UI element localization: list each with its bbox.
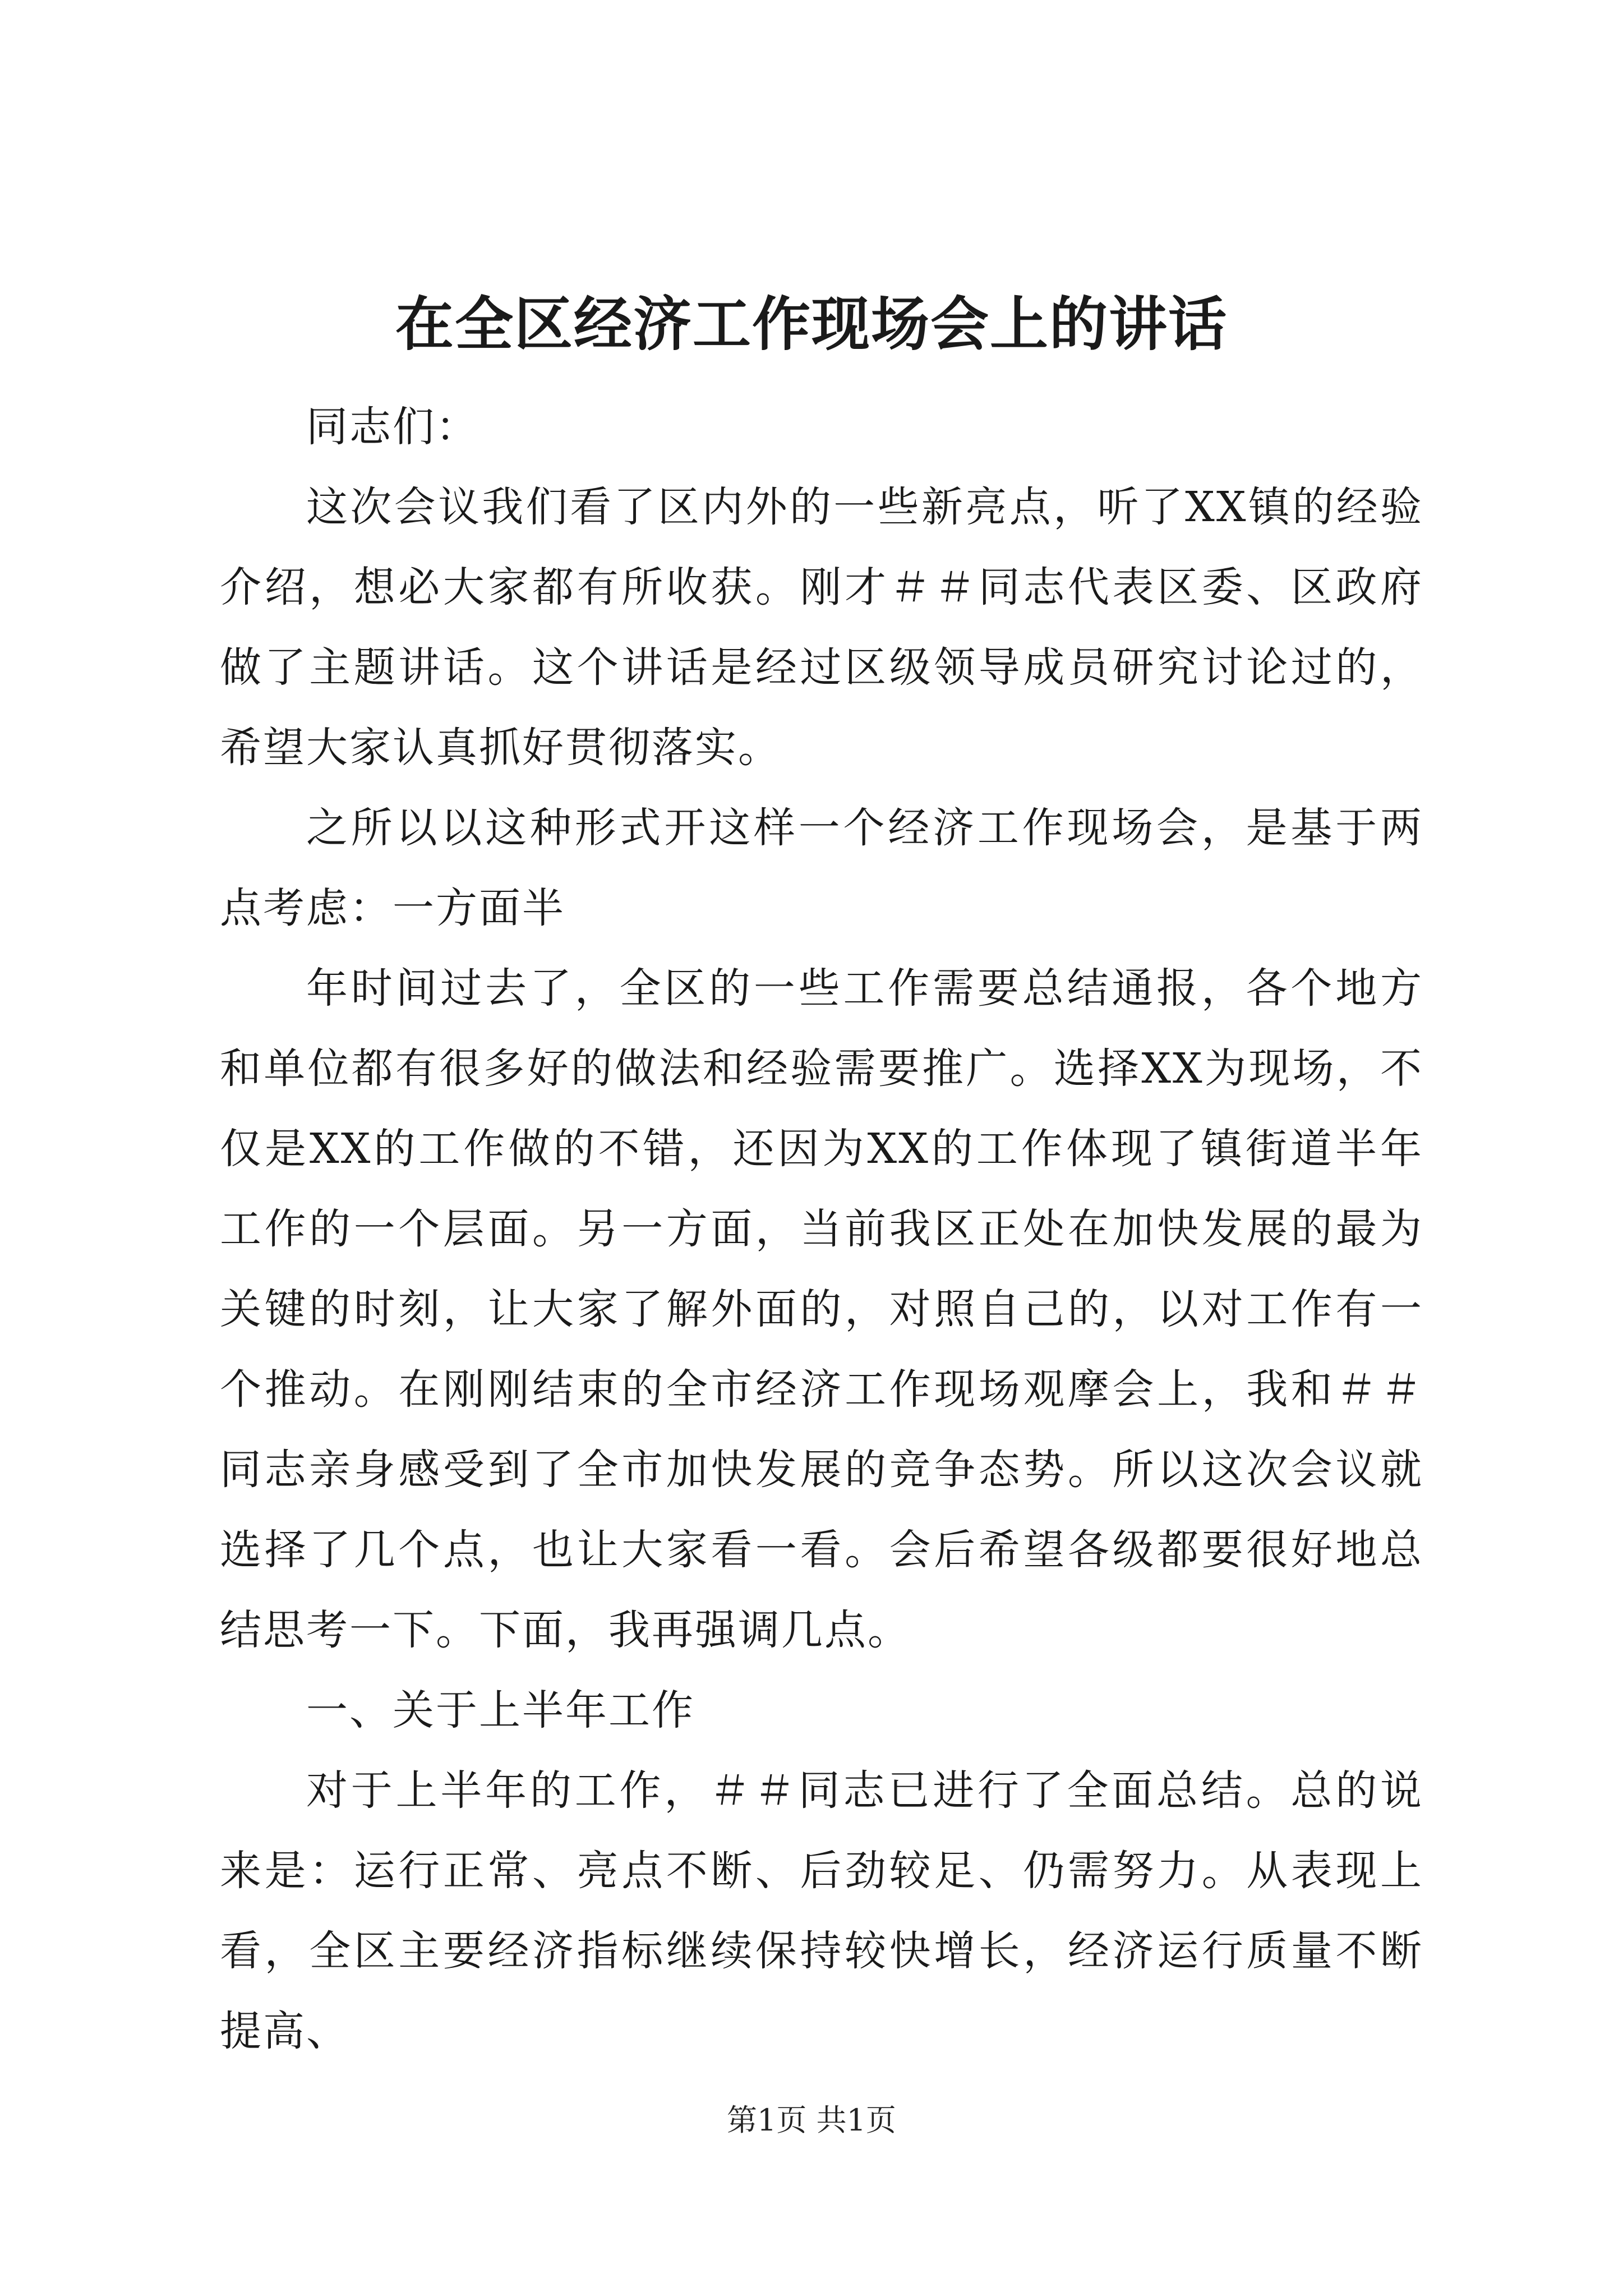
body-paragraph: 年时间过去了，全区的一些工作需要总结通报，各个地方和单位都有很多好的做法和经验需要推广。选择XX为现场，不仅是XX的工作做的不错，还因为XX的工作体现了镇街道半年工作的一个层面。另一方面，当前我区正处在加快发展的最为关键的时刻，让大家了解外面的，对照自己的，以对工作有一个推动。在刚刚结束的全市经济工作现场观摩会上，我和＃＃同志亲身感受到了全市加快发展的竞争态势。所以这次会议就选择了几个点，也让大家看一看。会后希望各级都要很好地总结思考一下。下面，我再强调几点。 bbox=[220, 964, 1423, 1654]
salutation: 同志们： bbox=[306, 403, 479, 451]
page-footer: 第1页 共1页 bbox=[727, 2102, 896, 2138]
document-title: 在全区经济工作现场会上的讲话 bbox=[395, 289, 1228, 358]
body-paragraph: 这次会议我们看了区内外的一些新亮点，听了XX镇的经验介绍，想必大家都有所收获。刚才＃＃同志代表区委、区政府做了主题讲话。这个讲话是经过区级领导成员研究讨论过的，希望大家认真抓好贯彻落实。 bbox=[220, 483, 1423, 772]
section-heading: 一、关于上半年工作 bbox=[306, 1686, 695, 1734]
body-paragraph: 之所以以这种形式开这样一个经济工作现场会，是基于两点考虑：一方面半 bbox=[220, 804, 1423, 932]
body-paragraph: 对于上半年的工作，＃＃同志已进行了全面总结。总的说来是：运行正常、亮点不断、后劲较足、仍需努力。从表现上看，全区主要经济指标继续保持较快增长，经济运行质量不断提高、 bbox=[220, 1766, 1423, 2055]
document-body bbox=[220, 387, 1423, 2072]
